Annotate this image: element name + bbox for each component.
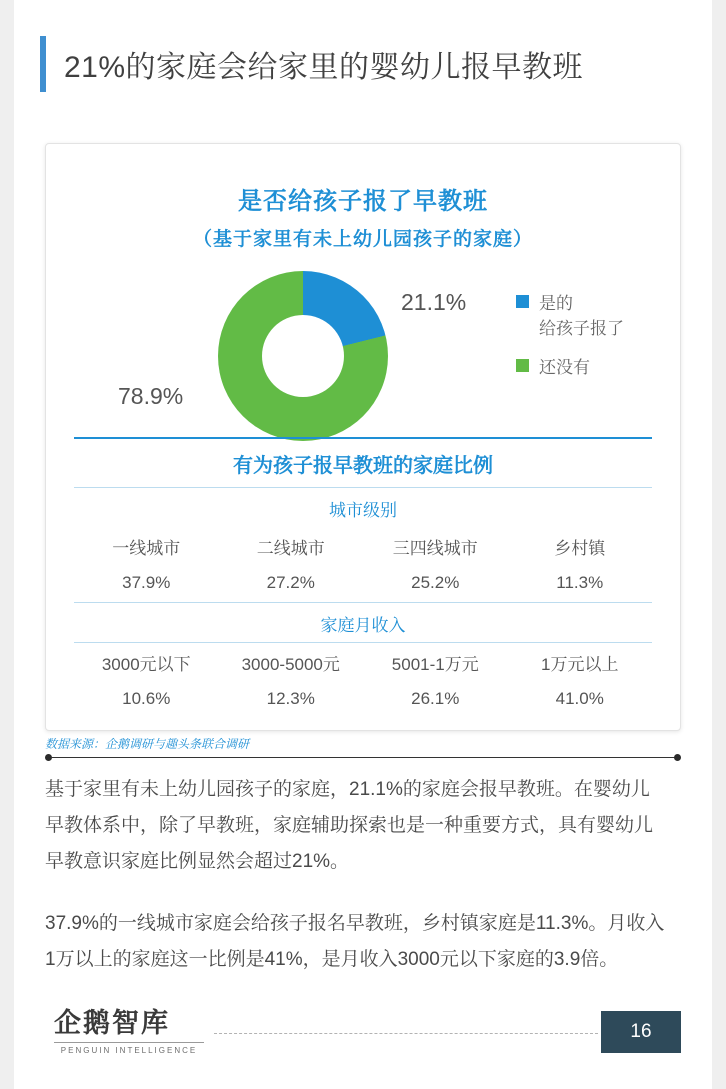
donut-chart-area	[46, 265, 680, 455]
table-value-cell: 10.6%	[122, 689, 171, 708]
table-header-cell: 3000元以下	[101, 655, 191, 674]
table-value-cell: 12.3%	[266, 689, 315, 708]
footer-dashed-line	[214, 1033, 598, 1034]
chart-title: 是否给孩子报了早教班	[238, 188, 488, 215]
table-value-cell: 41.0%	[555, 689, 604, 708]
legend-label-yes-line2: 给孩子报了	[539, 319, 624, 338]
table-value-cell: 27.2%	[266, 573, 315, 592]
legend-swatch-icon-no	[516, 359, 529, 372]
brand-logo-text: 企鹅智库	[54, 1008, 170, 1038]
brand-logo-rule	[54, 1042, 204, 1043]
brand-logo-subtext: PENGUIN INTELLIGENCE	[60, 1046, 198, 1055]
page-edge-left	[0, 0, 14, 1089]
body-paragraph-2: 37.9%的一线城市家庭会给孩子报名早教班，乡村镇家庭是11.3%。月收入1万以上的家庭这一比例是41%，是月收入3000元以下家庭的3.9倍。	[45, 913, 665, 970]
legend-label-no: 还没有	[539, 358, 590, 377]
table-section-label-city: 城市级别	[329, 501, 397, 520]
chart-card	[45, 143, 681, 731]
body-copy	[45, 772, 665, 1004]
table-household-income	[74, 643, 652, 718]
table-header-cell: 乡村镇	[554, 539, 606, 558]
section-divider	[45, 754, 681, 761]
legend-swatch-icon-yes	[516, 295, 529, 308]
chart-legend	[516, 291, 676, 394]
table-row	[74, 682, 652, 718]
legend-label-yes-line1: 是的	[539, 294, 573, 313]
donut-chart	[218, 271, 388, 441]
table-city-tier	[74, 527, 652, 602]
page-header	[40, 34, 708, 94]
donut-value-no: 78.9%	[118, 383, 184, 409]
donut-ring	[218, 271, 388, 441]
table-header-cell: 三四线城市	[392, 539, 478, 558]
table-row	[74, 566, 652, 602]
brand-logo	[54, 1008, 204, 1066]
table-header-cell: 1万元以上	[541, 655, 619, 674]
table-value-cell: 37.9%	[122, 573, 171, 592]
divider-line	[51, 757, 675, 758]
chart-subtitle: （基于家里有未上幼儿园孩子的家庭）	[192, 229, 533, 250]
table-section-label-income: 家庭月收入	[320, 616, 406, 635]
table-header-cell: 一线城市	[112, 539, 181, 558]
table-value-cell: 11.3%	[556, 573, 604, 592]
stats-table	[74, 437, 652, 718]
page-title: 21%的家庭会给家里的婴幼儿报早教班	[64, 51, 584, 84]
table-header-cell: 3000-5000元	[241, 655, 340, 674]
legend-item-yes	[516, 291, 676, 341]
table-value-cell: 26.1%	[411, 689, 460, 708]
body-paragraph-1: 基于家里有未上幼儿园孩子的家庭，21.1%的家庭会报早教班。在婴幼儿早教体系中，除了早教班，家庭辅助探索也是一种重要方式，具有婴幼儿早教意识家庭比例显然会超过21%。	[45, 779, 654, 872]
legend-item-no	[516, 355, 676, 380]
table-row	[74, 527, 652, 566]
header-accent-bar	[40, 36, 46, 92]
donut-hole	[262, 315, 344, 397]
donut-value-yes: 21.1%	[401, 289, 467, 315]
table-header-cell: 5001-1万元	[391, 655, 479, 674]
table-value-cell: 25.2%	[411, 573, 460, 592]
table-row	[74, 643, 652, 682]
page-number-badge: 16	[601, 1011, 681, 1053]
data-source-note: 数据来源：企鹅调研与趣头条联合调研	[45, 737, 250, 751]
page-edge-right	[712, 0, 726, 1089]
divider-dot-right	[674, 754, 681, 761]
table-title: 有为孩子报早教班的家庭比例	[233, 455, 493, 477]
table-header-cell: 二线城市	[256, 539, 325, 558]
legend-label-yes	[539, 291, 624, 341]
